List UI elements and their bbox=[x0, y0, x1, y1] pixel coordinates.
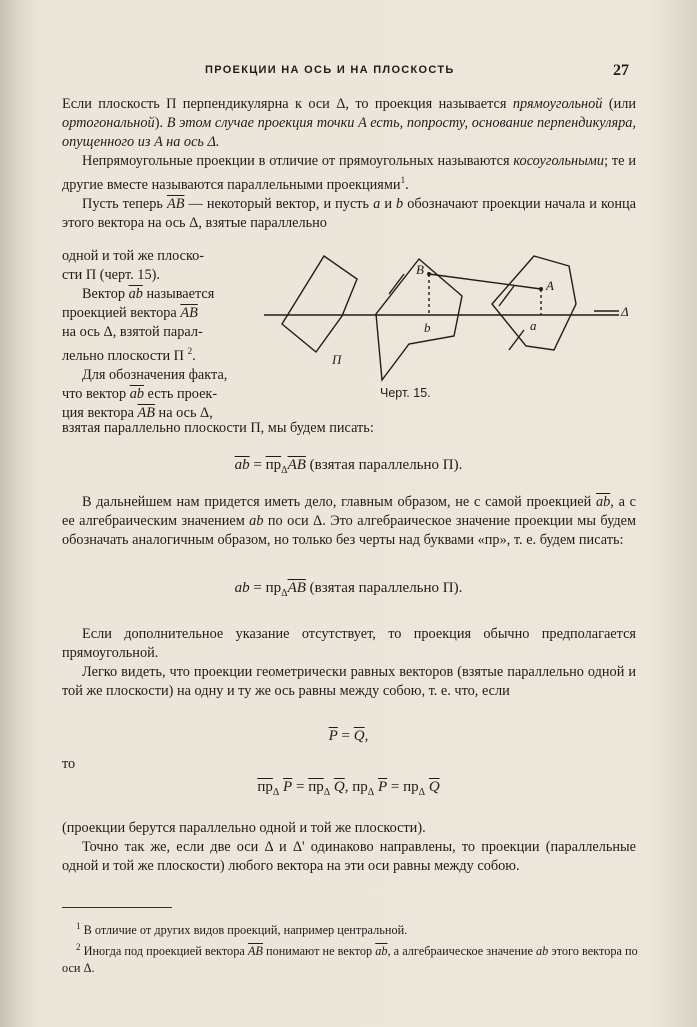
footnote-ref-2[interactable]: 2 bbox=[187, 346, 193, 356]
label-a: a bbox=[530, 318, 537, 333]
footnote-2: $^2$ Иногда под проекцией вектора $\overline{AB}$ понимают не вектор $\overline{ab}$, а алгебраическое значение ab этого вектора по оси Δ. bbox=[62, 942, 638, 976]
plane-left bbox=[282, 256, 357, 352]
text-block-top bbox=[62, 95, 636, 233]
text-block-bottom: (проекции берутся параллельно одной и той же плоскости). Точно так же, если две оси Δ и Δ' одинаково направлены, то проекции (параллельные одной и той же плоскости) любого вектора на эти оси равны между собою. bbox=[62, 820, 636, 874]
paragraph-vector-ab: Пусть теперь $\overline{AB}$ — некоторый вектор, и пусть a и b обозначают проекции начала и конца этого вектора на ось Δ, взятые параллельно bbox=[62, 195, 636, 231]
label-B: B bbox=[416, 262, 424, 277]
label-b: b bbox=[424, 320, 431, 335]
page-header bbox=[0, 62, 697, 82]
paragraph-notation-intro: взятая параллельно плоскости П, мы будем писать: bbox=[62, 420, 374, 436]
figure-15-diagram bbox=[264, 244, 644, 389]
footnote-1: $^1$ В отличие от других видов проекций, например центральной. bbox=[76, 921, 408, 938]
paragraph-orthogonal: Если плоскость П перпендикулярна к оси Δ, то проекция называется прямоугольной (или ортогональной). В этом случае проекция точки A есть, попросту, основание перпендикуляра, опущенного из A на ось Δ. bbox=[62, 96, 637, 150]
formula-projection-vector: $\overline{ab} = пр_\Delta\overline{AB}$ (взятая параллельно П). bbox=[234, 457, 463, 476]
running-title: ПРОЕКЦИИ НА ОСЬ И НА ПЛОСКОСТЬ bbox=[205, 64, 455, 76]
text-block-narrow: одной и той же плоско- сти П (черт. 15). Вектор $\overline{ab}$ называется проекцией вектора $\overline{AB}$ на ось Δ, взятой парал- лельно плоскости П $^2$. Для обозначения факта, что вектор $\overline{ab}$ есть проек- ция вектора $\overline{AB}$ на ось Δ, bbox=[62, 248, 228, 421]
text-block-middle bbox=[62, 419, 636, 438]
footnote-rule bbox=[62, 907, 172, 908]
label-plane: П bbox=[332, 352, 342, 367]
point-b-upper bbox=[427, 272, 431, 276]
formula-projection-algebraic: ab = $пр_\Delta\overline{AB}$ (взятая параллельно П). bbox=[234, 580, 463, 599]
figure-caption: Черт. 15. bbox=[380, 386, 431, 400]
formula-projections-equal: $пр_\Delta$ $\overline{P} = пр_\Delta$ $\overline{Q}$, $пр_\Delta$ $\overline{P} = пр_\Delta$ $\overline{Q}$ bbox=[257, 779, 440, 798]
label-delta: Δ bbox=[621, 304, 629, 319]
hatch-2 bbox=[499, 286, 514, 306]
plane-right bbox=[492, 256, 576, 350]
footnote-ref-1[interactable]: 1 bbox=[400, 175, 406, 185]
text-block-rectangular: Если дополнительное указание отсутствует, то проекция обычно предполагается прямоугольной. Легко видеть, что проекции геометрически равных векторов (взятые параллельно одной и той же плоскости) на одну и ту же ось равны между собою, т. е. что, если bbox=[62, 626, 636, 699]
paragraph-oblique: Непрямоугольные проекции в отличие от прямоугольных называются косоугольными; те и другие вместе называются параллельными проекциями$^1$. bbox=[62, 153, 636, 193]
label-A: A bbox=[546, 278, 554, 293]
text-block-algebraic: В дальнейшем нам придется иметь дело, главным образом, не с самой проекцией $\overline{ab}$, а с ее алгебраическим значением ab по оси Δ. Это алгебраическое значение проекции мы будем обозначать аналогичным образом, но только без черты над буквами «пр», т. е. будем писать: bbox=[62, 494, 636, 548]
page-number: 27 bbox=[613, 62, 629, 79]
footnotes bbox=[62, 918, 642, 977]
point-a-upper bbox=[539, 287, 543, 291]
hatch-1 bbox=[389, 274, 404, 294]
text-then: то bbox=[62, 756, 76, 772]
formula-vectors-equal: $\overline{P} = \overline{Q}$, bbox=[328, 728, 369, 744]
